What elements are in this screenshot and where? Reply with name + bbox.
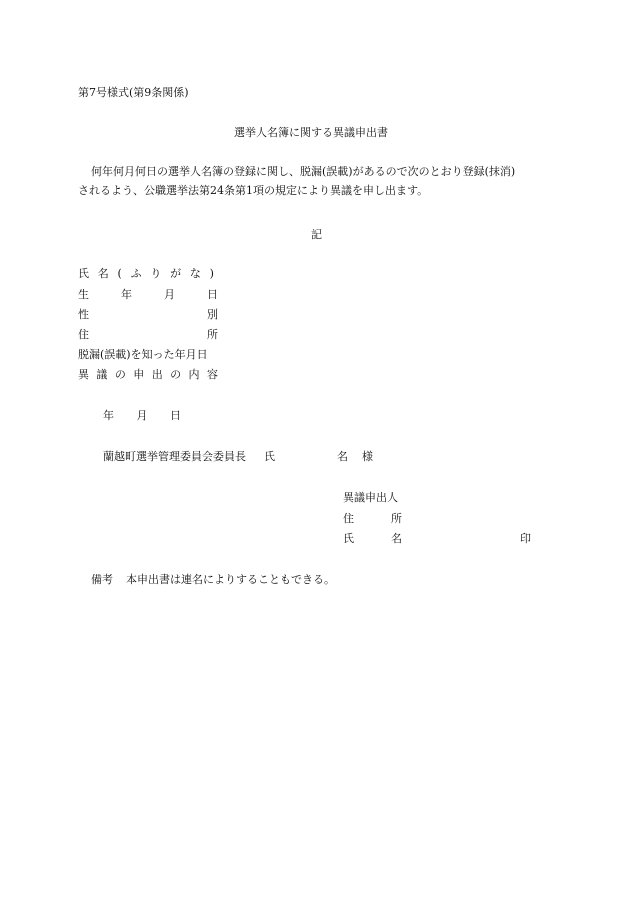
- ki-marker: 記: [311, 228, 322, 241]
- applicant-name: 氏 名: [343, 532, 402, 545]
- field-known-date: 脱漏(誤載)を知った年月日: [78, 348, 208, 361]
- document-title: 選挙人名簿に関する異議申出書: [234, 126, 388, 139]
- body-line-2: されるよう、公職選挙法第24条第1項の規定により異議を申し出ます。: [78, 184, 429, 197]
- addressee-shi: 氏: [264, 450, 275, 463]
- note-text: 本申出書は連名によりすることもできる。: [126, 573, 335, 586]
- field-objection-content: 異 議 の 申 出 の 内 容: [78, 368, 218, 381]
- form-number: 第7号様式(第9条関係): [78, 86, 189, 99]
- date-day: 日: [170, 409, 181, 422]
- field-name-kana: 氏 名 ( ふ り が な ): [78, 267, 214, 280]
- seal-mark: 印: [520, 532, 531, 545]
- field-birthdate: 生 年 月 日: [78, 288, 218, 301]
- addressee-mei: 名: [337, 450, 348, 463]
- date-month: 月: [136, 409, 148, 422]
- applicant-heading: 異議申出人: [343, 491, 398, 504]
- field-gender: 性 別: [78, 308, 218, 321]
- field-address: 住 所: [78, 328, 218, 341]
- body-line-1: 何年何月何日の選挙人名簿の登録に関し、脱漏(誤載)があるので次のとおり登録(抹消): [91, 165, 516, 178]
- date-line: [103, 409, 181, 423]
- date-year: 年: [103, 409, 114, 422]
- addressee-org: 蘭越町選挙管理委員会委員長: [103, 450, 246, 463]
- addressee-sama: 様: [362, 450, 373, 463]
- applicant-address: 住 所: [343, 512, 402, 525]
- note-label: 備考: [91, 573, 113, 586]
